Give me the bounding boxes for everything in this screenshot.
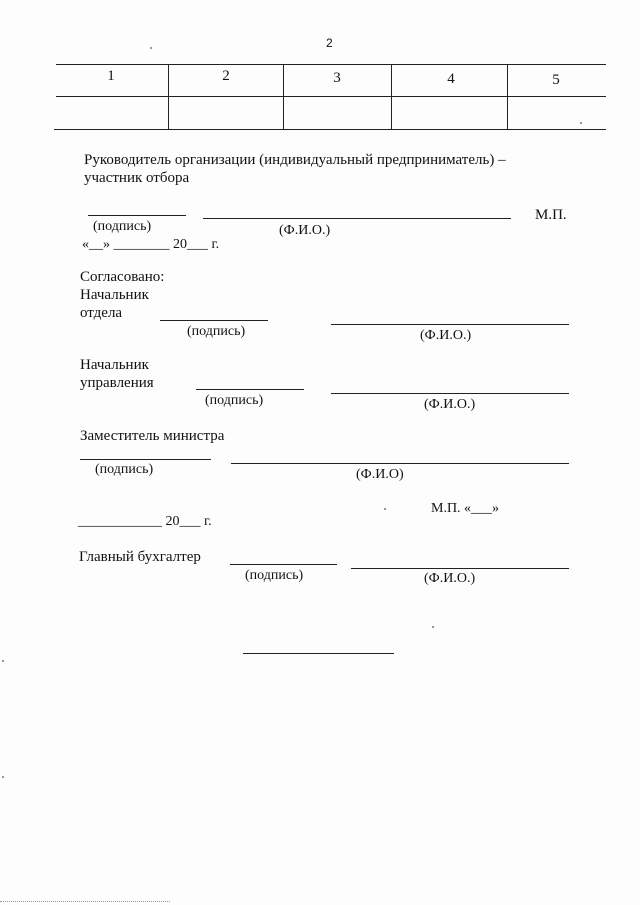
admin-name-line bbox=[331, 393, 569, 394]
scan-speck bbox=[432, 626, 434, 628]
head-name-line bbox=[203, 218, 511, 219]
scan-speck bbox=[2, 776, 4, 778]
table-header-cell: 2 bbox=[222, 68, 230, 84]
table-col-divider bbox=[283, 64, 284, 130]
table-header-cell: 5 bbox=[552, 72, 560, 88]
head-signature-label: (подпись) bbox=[93, 219, 152, 234]
chief-accountant-label: Главный бухгалтер bbox=[79, 549, 201, 565]
table-header-bottom bbox=[56, 96, 606, 97]
admin-head-line1: Начальник bbox=[80, 357, 149, 373]
head-title-line1: Руководитель организации (индивидуальный предприниматель) – bbox=[84, 152, 506, 168]
accountant-signature-line bbox=[230, 564, 337, 565]
deputy-minister-label: Заместитель министра bbox=[80, 428, 225, 444]
dept-signature-label: (подпись) bbox=[187, 324, 246, 339]
approval-heading: Согласовано: bbox=[80, 269, 165, 285]
table-header-cell: 1 bbox=[107, 68, 115, 84]
admin-signature-label: (подпись) bbox=[205, 393, 264, 408]
head-name-label: (Ф.И.О.) bbox=[279, 223, 331, 238]
stamp-date-label: М.П. «___» bbox=[431, 501, 500, 516]
deputy-name-label: (Ф.И.О) bbox=[356, 467, 404, 482]
accountant-name-label: (Ф.И.О.) bbox=[424, 571, 476, 586]
dept-name-line bbox=[331, 324, 569, 325]
head-date-line: «__» ________ 20___ г. bbox=[82, 237, 220, 252]
deputy-name-line bbox=[231, 463, 569, 464]
dept-name-label: (Ф.И.О.) bbox=[420, 328, 472, 343]
table-border-top bbox=[56, 64, 606, 65]
page-number: 2 bbox=[326, 36, 333, 50]
head-title-line2: участник отбора bbox=[84, 170, 190, 186]
head-stamp-label: М.П. bbox=[535, 207, 567, 223]
closing-rule bbox=[243, 653, 394, 654]
dept-signature-line bbox=[160, 320, 268, 321]
scan-speck bbox=[2, 660, 4, 662]
table-col-divider bbox=[507, 64, 508, 130]
deputy-signature-label: (подпись) bbox=[95, 462, 154, 477]
head-signature-line bbox=[88, 215, 186, 216]
table-header-cell: 3 bbox=[333, 70, 341, 86]
table-border-bottom bbox=[54, 129, 606, 130]
dept-head-line2: отдела bbox=[80, 305, 123, 321]
scan-speck bbox=[150, 47, 152, 49]
deputy-signature-line bbox=[80, 459, 211, 460]
scan-speck bbox=[580, 122, 582, 124]
scan-speck bbox=[384, 508, 386, 510]
scan-edge-mark bbox=[0, 901, 170, 902]
admin-name-label: (Ф.И.О.) bbox=[424, 397, 476, 412]
approval-date-line: ____________ 20___ г. bbox=[78, 514, 212, 529]
table-col-divider bbox=[391, 64, 392, 130]
accountant-name-line bbox=[351, 568, 569, 569]
accountant-signature-label: (подпись) bbox=[245, 568, 304, 583]
table-col-divider bbox=[168, 64, 169, 130]
dept-head-line1: Начальник bbox=[80, 287, 149, 303]
table-header-cell: 4 bbox=[447, 71, 455, 87]
admin-signature-line bbox=[196, 389, 304, 390]
admin-head-line2: управления bbox=[80, 375, 154, 391]
